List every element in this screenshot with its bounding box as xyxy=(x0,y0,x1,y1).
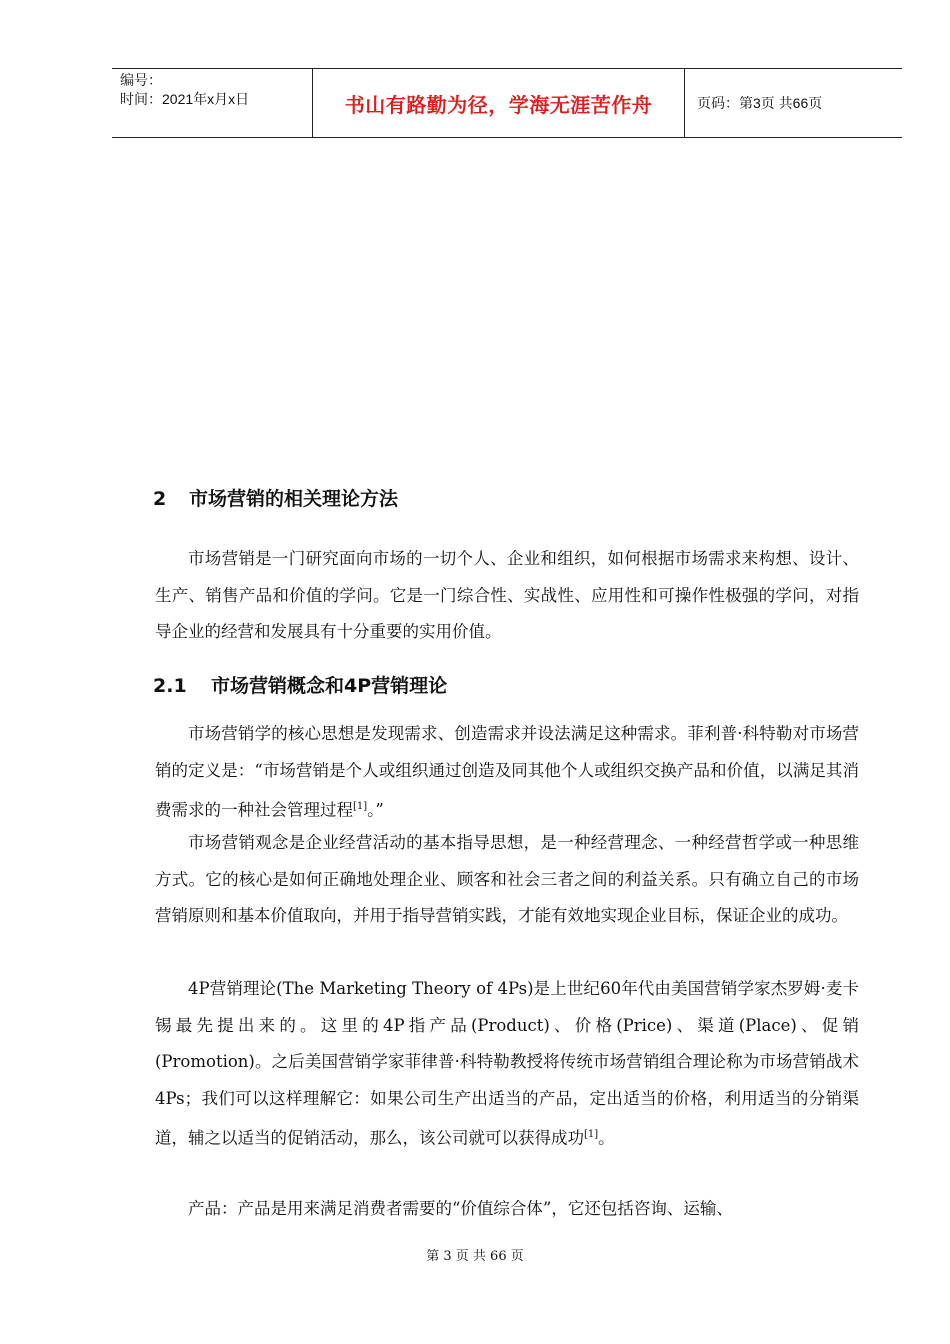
paragraph-product: 产品：产品是用来满足消费者需要的“价值综合体”，它还包括咨询、运输、 xyxy=(188,1199,733,1218)
header-meta xyxy=(112,69,313,137)
citation-ref: [1] xyxy=(353,801,368,812)
paragraph-4p xyxy=(155,971,859,1157)
paragraph-concept: 市场营销观念是企业经营活动的基本指导思想，是一种经营理念、一种经营哲学或一种思维方式。它的核心是如何正确地处理企业、顾客和社会三者之间的利益关系。只有确立自己的市场营销原则和基本价值取向，并用于指导营销实践，才能有效地实现企业目标，保证企业的成功。 xyxy=(155,833,859,925)
paragraph-4p-text: 4P营销理论(The Marketing Theory of 4Ps)是上世纪60年代由美国营销学家杰罗姆·麦卡锡最先提出来的。这里的4P指产品(Product)、价格(Price)、渠道(Place)、促销(Promotion)。之后美国营销学家菲律普·科特勒教授将传统市场营销组合理论称为市场营销战术4Ps；我们可以这样理解它：如果公司生产出适当的产品，定出适当的价格，利用适当的分销渠道，辅之以适当的促销活动，那么，该公司就可以获得成功 xyxy=(155,979,859,1148)
header-motto-cell xyxy=(313,69,685,137)
serial-label: 编号： xyxy=(120,72,162,88)
time-label: 时间：2021年x月x日 xyxy=(120,91,250,107)
section-intro-paragraph: 市场营销是一门研究面向市场的一切个人、企业和组织，如何根据市场需求来构想、设计、生产、销售产品和价值的学问。它是一门综合性、实战性、应用性和可操作性极强的学问，对指导企业的经营和发展具有十分重要的实用价值。 xyxy=(155,549,859,641)
paragraph-definition-text: 市场营销学的核心思想是发现需求、创造需求并设法满足这种需求。菲利普·科特勒对市场营销的定义是：“市场营销是个人或组织通过创造及同其他个人或组织交换产品和价值，以满足其消费需求的一种社会管理过程 xyxy=(155,724,859,820)
subsection-title: 市场营销概念和4P营销理论 xyxy=(211,675,448,697)
section-heading xyxy=(153,484,398,511)
header-motto: 书山有路勤为径，学海无涯苦作舟 xyxy=(344,94,653,117)
paragraph-definition-tail: 。” xyxy=(367,800,384,820)
subsection-heading xyxy=(153,671,447,698)
page-footer: 第 3 页 共 66 页 xyxy=(426,1249,524,1264)
section-number: 2 xyxy=(153,488,167,510)
page-header xyxy=(112,68,902,138)
paragraph-definition xyxy=(155,716,859,829)
citation-ref: [1] xyxy=(584,1129,599,1140)
subsection-number: 2.1 xyxy=(153,675,187,697)
paragraph-4p-tail: 。 xyxy=(598,1128,615,1148)
header-page-info xyxy=(685,69,902,137)
section-title: 市场营销的相关理论方法 xyxy=(189,488,399,510)
page-info-text: 页码：第3页 共66页 xyxy=(697,95,823,111)
